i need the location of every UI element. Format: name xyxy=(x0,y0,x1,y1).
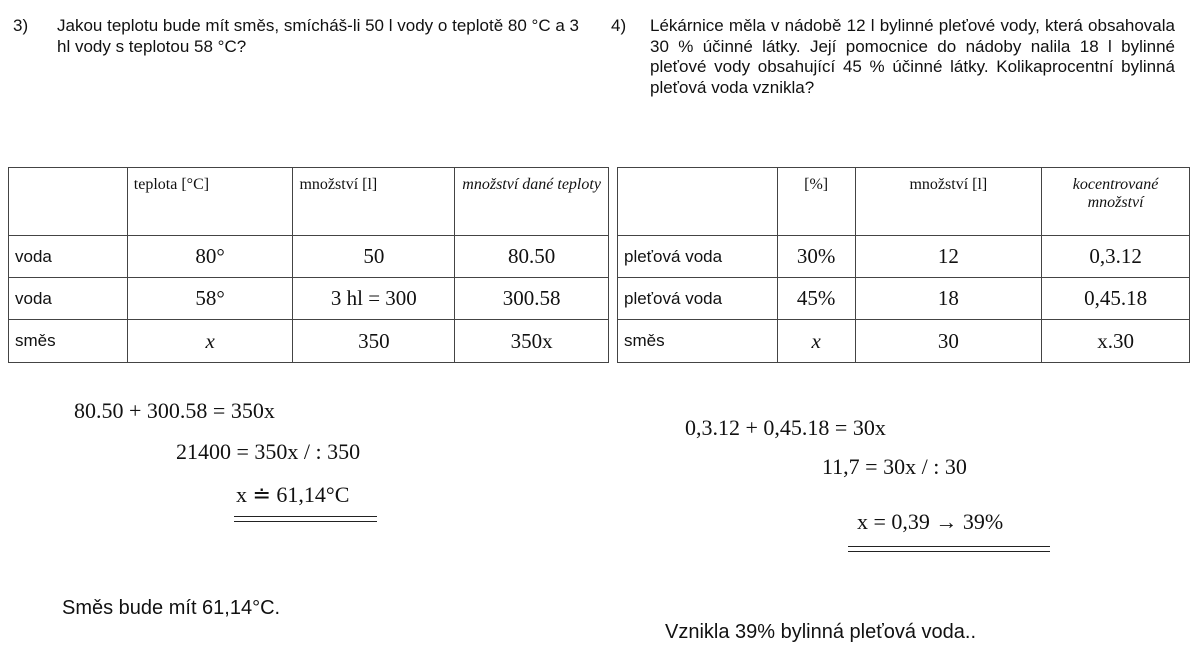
table-row xyxy=(9,278,609,320)
table-row xyxy=(9,320,609,363)
table-row xyxy=(618,320,1190,363)
table-cell: 50 xyxy=(293,236,455,278)
table-cell: x.30 xyxy=(1042,320,1190,363)
double-underline xyxy=(848,546,1050,547)
table-row xyxy=(618,236,1190,278)
row-label: pleťová voda xyxy=(618,278,778,320)
solution-3-line-1: 80.50 + 300.58 = 350x xyxy=(74,398,275,423)
header-cell: kocentrované množství xyxy=(1042,168,1190,236)
solution-4-line-2: 11,7 = 30x / : 30 xyxy=(822,454,967,479)
solution-3-line-2: 21400 = 350x / : 350 xyxy=(176,439,361,464)
solution-4-line-1: 0,3.12 + 0,45.18 = 30x xyxy=(685,415,886,440)
problem-4-text: Lékárnice měla v nádobě 12 l bylinné pleťové vody, která obsahovala 30 % účinné látky. Její pomocnice do nádoby nalila 18 l bylinné pleťové vody obsahující 45 % účinné látky. Kolikaprocentní bylinná pleťová voda vznikla? xyxy=(650,16,1175,97)
table-problem-3 xyxy=(8,167,609,363)
row-label: pleťová voda xyxy=(618,236,778,278)
table-cell: 30 xyxy=(855,320,1042,363)
table-header-row xyxy=(618,168,1190,236)
header-cell: teplota [°C] xyxy=(127,168,293,236)
header-cell: množství dané teploty xyxy=(455,168,609,236)
solution-3-line-3: x ≐ 61,14°C xyxy=(236,482,350,507)
conclusion-3: Směs bude mít 61,14°C. xyxy=(62,597,281,619)
problem-3 xyxy=(13,16,583,58)
table-cell: 18 xyxy=(855,278,1042,320)
row-label: voda xyxy=(9,278,128,320)
table-cell: 12 xyxy=(855,236,1042,278)
table-cell: 58° xyxy=(127,278,293,320)
header-cell: množství [l] xyxy=(855,168,1042,236)
conclusion-4: Vznikla 39% bylinná pleťová voda.. xyxy=(665,621,977,643)
problem-4-number: 4) xyxy=(611,16,627,35)
table-cell: 0,3.12 xyxy=(1042,236,1190,278)
table-cell: 350x xyxy=(455,320,609,363)
row-label: směs xyxy=(9,320,128,363)
row-label: voda xyxy=(9,236,128,278)
problem-4 xyxy=(611,16,1181,136)
table-cell: 350 xyxy=(293,320,455,363)
table-row xyxy=(618,278,1190,320)
table-cell: x xyxy=(127,320,293,363)
row-label: směs xyxy=(618,320,778,363)
double-underline xyxy=(234,521,377,522)
table-header-row xyxy=(9,168,609,236)
table-cell: 300.58 xyxy=(455,278,609,320)
header-cell xyxy=(9,168,128,236)
table-cell: 80° xyxy=(127,236,293,278)
table-cell: 0,45.18 xyxy=(1042,278,1190,320)
table-cell: 80.50 xyxy=(455,236,609,278)
table-problem-4 xyxy=(617,167,1190,363)
table-row xyxy=(9,236,609,278)
table-cell: 45% xyxy=(777,278,855,320)
problem-3-text: Jakou teplotu bude mít směs, smícháš-li 50 l vody o teplotě 80 °C a 3 hl vody s teplotou 58 °C? xyxy=(57,16,579,56)
double-underline xyxy=(234,516,377,517)
table-cell: 30% xyxy=(777,236,855,278)
header-cell: [%] xyxy=(777,168,855,236)
double-underline xyxy=(848,551,1050,552)
table-cell: x xyxy=(777,320,855,363)
problem-3-number: 3) xyxy=(13,16,29,35)
header-cell xyxy=(618,168,778,236)
solution-4-line-3: x = 0,39 → 39% xyxy=(857,509,1004,534)
table-cell: 3 hl = 300 xyxy=(293,278,455,320)
header-cell: množství [l] xyxy=(293,168,455,236)
